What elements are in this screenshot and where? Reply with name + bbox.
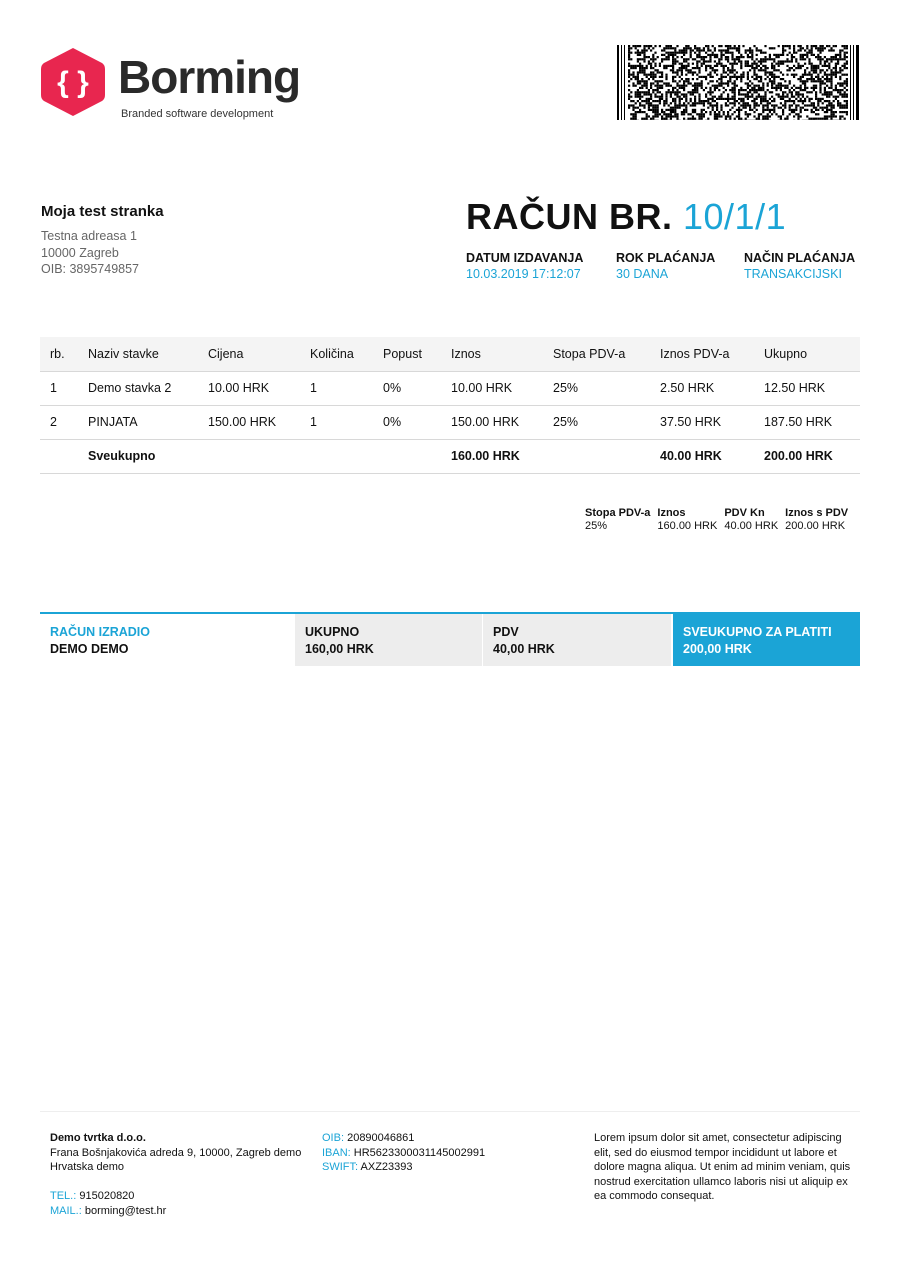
table-cell: 150.00 HRK (198, 405, 300, 439)
table-cell (300, 439, 373, 473)
table-cell: 37.50 HRK (650, 405, 754, 439)
items-table (40, 337, 860, 474)
table-row (40, 371, 860, 405)
client-oib: OIB: 3895749857 (41, 262, 139, 276)
footer-company-name: Demo tvrtka d.o.o. (50, 1132, 146, 1144)
footer-oib-label: OIB: (322, 1132, 345, 1144)
brand-name: Borming (118, 51, 301, 103)
table-cell: 2.50 HRK (650, 371, 754, 405)
footer-address: Frana Bošnjakovića adreda 9, 10000, Zagreb demo (50, 1146, 302, 1159)
table-cell: 160.00 HRK (657, 520, 718, 532)
table-cell: 10.00 HRK (441, 371, 543, 405)
footer-country: Hrvatska demo (50, 1161, 124, 1173)
footer-note: Lorem ipsum dolor sit amet, consectetur adipiscing elit, sed do eiusmod tempor incididunt ut labore et dolore magna aliqua. Ut enim ad minim veniam, quis nostrud exercitation ullamco laboris nisi ut aliquip ex ea commodo consequat. (594, 1132, 851, 1202)
table-cell: 25% (543, 371, 650, 405)
curly-braces-hexagon-icon (38, 46, 108, 118)
summary-value: DEMO DEMO (50, 642, 129, 656)
meta-payment-method (744, 251, 855, 281)
column-header: Popust (373, 337, 441, 371)
client-block (41, 203, 164, 278)
footer-tel-label: TEL.: (50, 1190, 77, 1202)
summary-label: RAČUN IZRADIO (50, 625, 150, 639)
meta-label: ROK PLAĆANJA (616, 251, 716, 265)
meta-value: 10.03.2019 17:12:07 (466, 267, 581, 281)
meta-due (616, 251, 715, 281)
column-header: Količina (300, 337, 373, 371)
footer-iban-label: IBAN: (322, 1146, 351, 1159)
column-header: Stopa PDV-a (543, 337, 650, 371)
table-cell: Demo stavka 2 (78, 371, 198, 405)
vat-header-row (582, 506, 852, 519)
meta-label: DATUM IZDAVANJA (466, 251, 584, 265)
table-cell (40, 439, 78, 473)
footer-mail-label: MAIL.: (50, 1204, 82, 1217)
table-cell: 200.00 HRK (785, 520, 846, 532)
summary-value: 160,00 HRK (305, 642, 374, 656)
footer-mail (50, 1204, 315, 1219)
table-cell: 1 (40, 371, 78, 405)
brand-tagline: Branded software development (121, 108, 274, 120)
column-header: PDV Kn (724, 507, 765, 519)
vat-breakdown-table (582, 506, 852, 532)
footer-swift-label: SWIFT: (322, 1161, 359, 1173)
svg-text:{ }: { } (57, 66, 89, 99)
client-name: Moja test stranka (41, 203, 164, 220)
column-header: Naziv stavke (78, 337, 198, 371)
table-cell: 25% (543, 405, 650, 439)
footer-swift-value: AXZ23393 (360, 1161, 413, 1173)
footer-tel-value: 915020820 (79, 1190, 135, 1202)
table-cell (543, 439, 650, 473)
table-cell: 0% (373, 405, 441, 439)
footer-tel (50, 1189, 315, 1204)
footer-oib (322, 1131, 532, 1146)
client-address: Testna adreasa 1 (41, 229, 137, 243)
summary-label: PDV (493, 625, 519, 639)
total-amount: 160.00 HRK (441, 439, 543, 473)
table-cell: 0% (373, 371, 441, 405)
summary-vat (483, 614, 671, 666)
barcode-image (617, 45, 859, 120)
table-cell: 25% (585, 520, 608, 532)
summary-total (295, 614, 483, 666)
invoice-title (466, 196, 786, 238)
total-sum: 200.00 HRK (754, 439, 860, 473)
summary-issued-by (40, 614, 295, 666)
meta-label: NAČIN PLAĆANJA (744, 251, 856, 265)
summary-label: UKUPNO (305, 625, 360, 639)
total-vat: 40.00 HRK (650, 439, 754, 473)
column-header: Stopa PDV-a (585, 507, 651, 519)
footer-swift (322, 1160, 532, 1175)
summary-grand-total (673, 614, 860, 666)
table-cell: 2 (40, 405, 78, 439)
column-header: Iznos PDV-a (650, 337, 754, 371)
column-header: Iznos (441, 337, 543, 371)
table-cell: PINJATA (78, 405, 198, 439)
table-cell: 187.50 HRK (754, 405, 860, 439)
summary-bar (40, 612, 860, 666)
summary-label: SVEUKUPNO ZA PLATITI (683, 625, 832, 639)
footer-divider (40, 1111, 860, 1112)
footer-company (50, 1131, 315, 1218)
column-header: Iznos s PDV (785, 507, 849, 519)
footer-bank (322, 1131, 532, 1175)
total-label: Sveukupno (78, 439, 198, 473)
column-header: Cijena (198, 337, 300, 371)
footer-spacer (50, 1175, 315, 1190)
table-cell: 1 (300, 371, 373, 405)
table-total-row (40, 439, 860, 473)
table-cell: 40.00 HRK (724, 520, 779, 532)
meta-issue-date (466, 251, 583, 281)
column-header: Iznos (657, 507, 686, 519)
column-header: Ukupno (754, 337, 860, 371)
client-city: 10000 Zagreb (41, 245, 119, 260)
table-row (40, 405, 860, 439)
column-header: rb. (40, 337, 78, 371)
table-cell: 150.00 HRK (441, 405, 543, 439)
footer-iban-value: HR5623300031145002991 (353, 1146, 486, 1159)
table-header-row (40, 337, 860, 371)
footer-oib-value: 20890046861 (347, 1132, 415, 1144)
meta-value: TRANSAKCIJSKI (744, 267, 842, 281)
table-cell: 10.00 HRK (198, 371, 300, 405)
vat-row (582, 519, 852, 532)
table-cell (198, 439, 300, 473)
table-cell: 1 (300, 405, 373, 439)
table-cell (373, 439, 441, 473)
summary-value: 40,00 HRK (493, 642, 555, 656)
meta-value: 30 DANA (616, 267, 669, 281)
footer-iban (322, 1146, 532, 1161)
company-logo (38, 46, 338, 126)
footer-mail-value[interactable]: borming@test.hr (84, 1204, 167, 1217)
summary-value: 200,00 HRK (683, 642, 752, 656)
invoice-title-label: RAČUN BR. (466, 196, 673, 237)
table-cell: 12.50 HRK (754, 371, 860, 405)
invoice-number: 10/1/1 (683, 196, 787, 237)
